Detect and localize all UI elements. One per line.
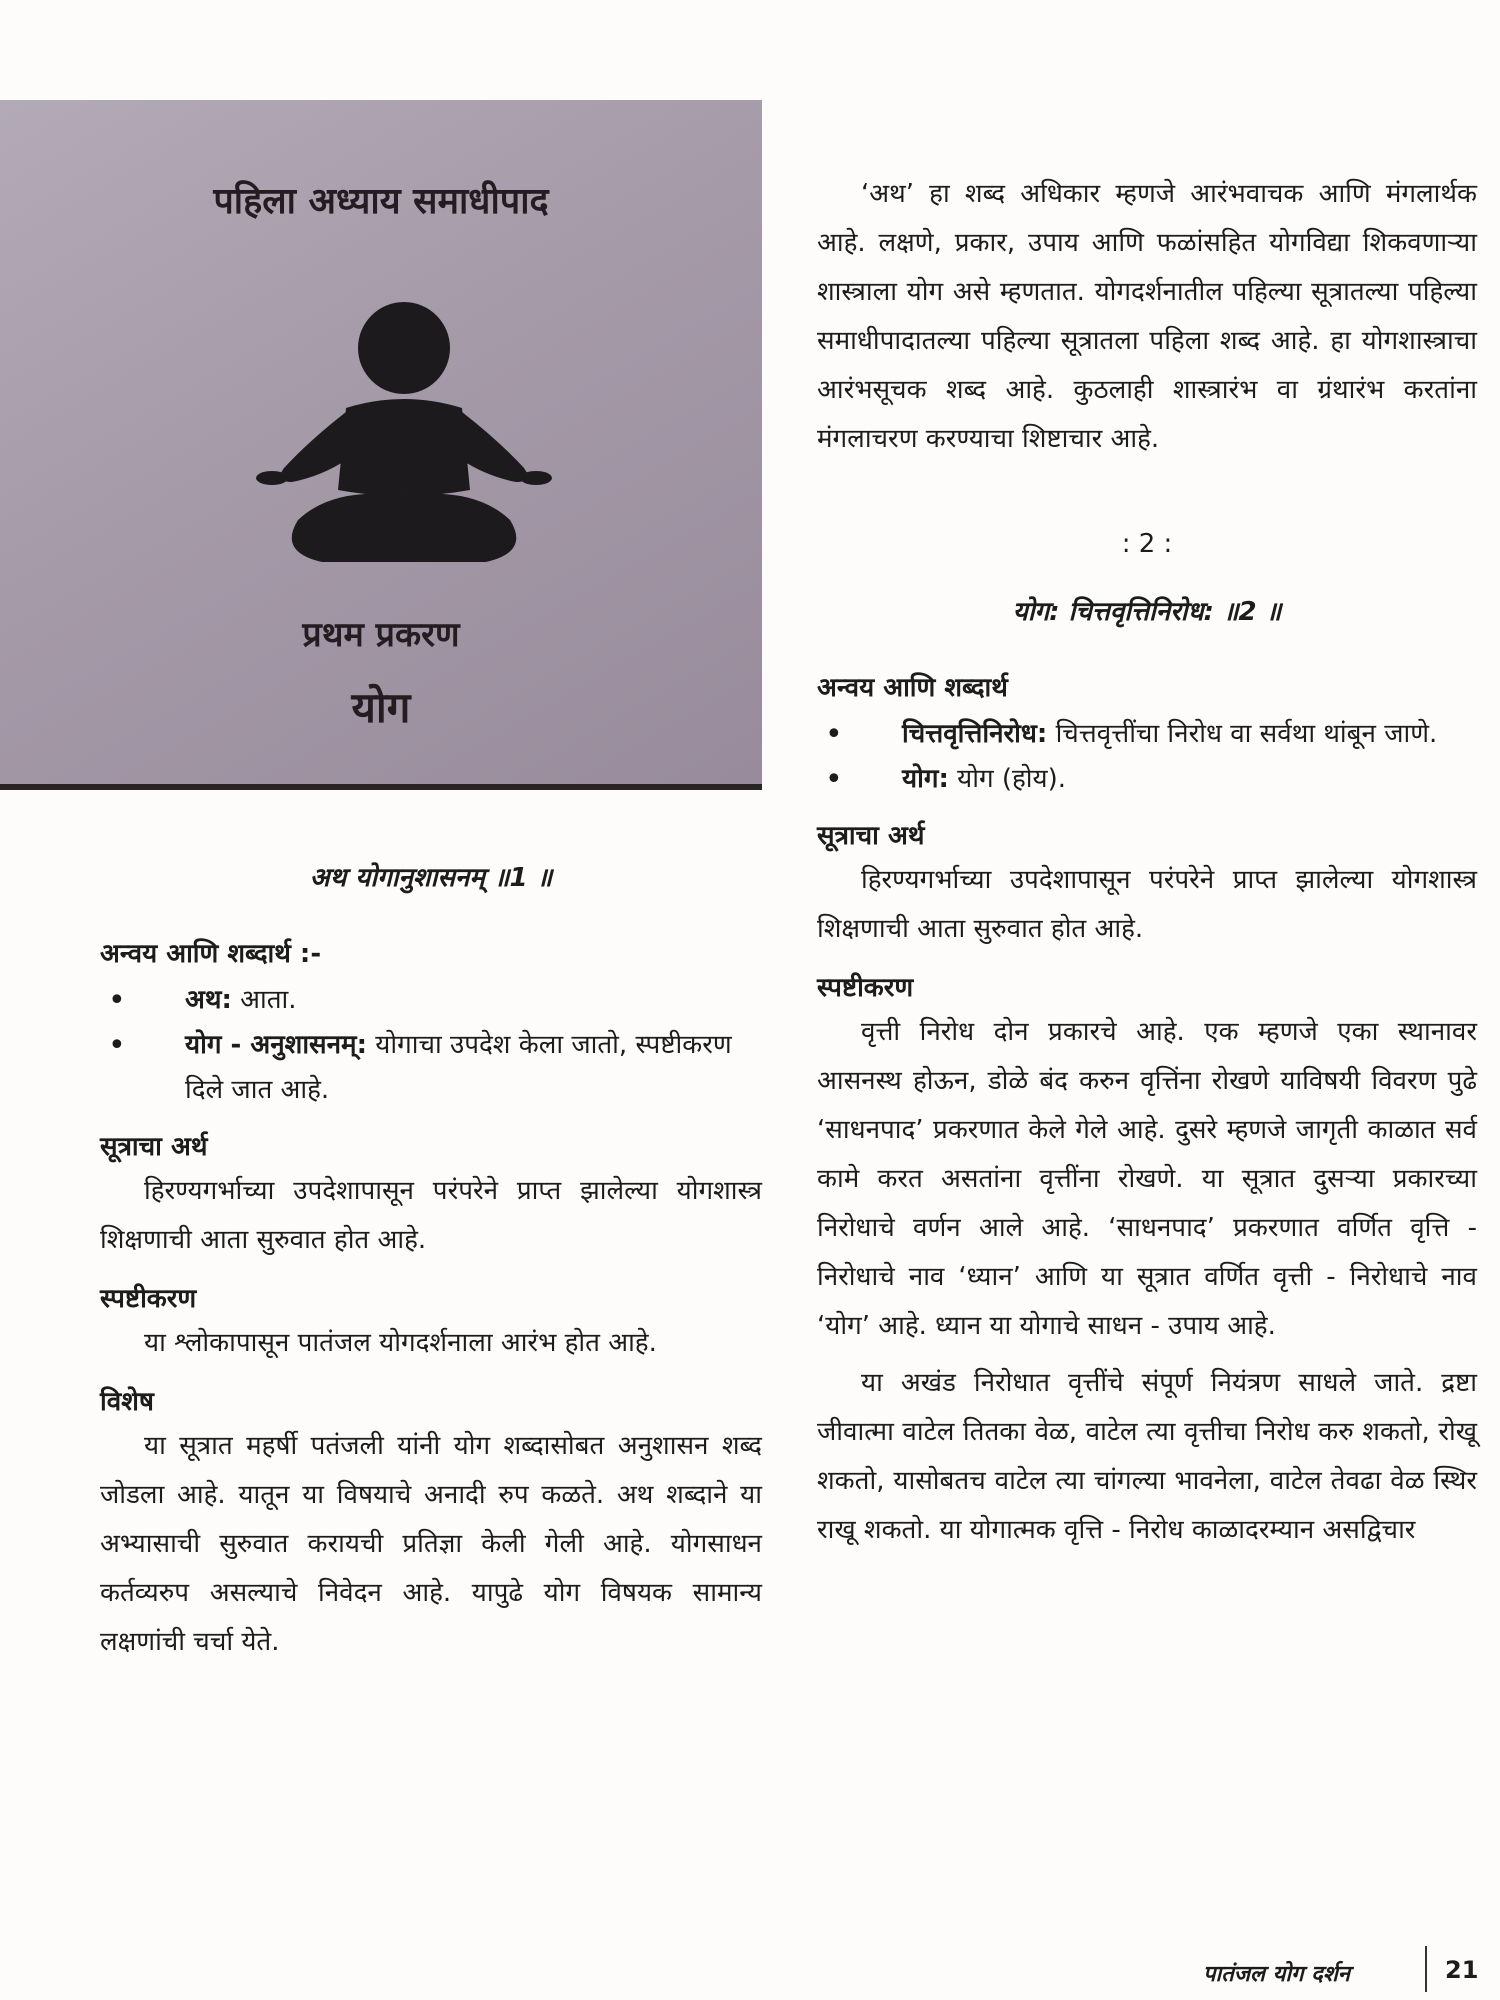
list-item: • योग - अनुशासनम्: योगाचा उपदेश केला जातो, स्पष्टीकरण दिले जात आहे.: [108, 1028, 732, 1105]
explanation-heading: स्पष्टीकरण: [100, 1284, 197, 1314]
footer-divider: [1425, 1946, 1427, 1992]
explanation-para-2: या अखंड निरोधात वृत्तींचे संपूर्ण नियंत्रण साधले जाते. द्रष्टा जीवात्मा वाटेल तितका वेळ, वाटेल त्या वृत्तीचा निरोध करु शकतो, रोखू शकतो, यासोबतच वाटेल त्या चांगल्या भावनेला, वाटेल तेवढा वेळ स्थिर राखू शकतो. या योगात्मक वृत्ति - निरोध काळादरम्यान असद्विचार: [817, 1368, 1477, 1545]
sutra-meaning-text: हिरण्यगर्भाच्या उपदेशापासून परंपरेने प्राप्त झालेल्या योगशास्त्र शिक्षणाची आता सुरुवात होत आहे.: [100, 1176, 762, 1255]
list-item: • अथ: आता.: [108, 983, 297, 1018]
sutra-meaning-heading-2: सूत्राचा अर्थ: [817, 821, 925, 851]
right-column: [817, 170, 1477, 1555]
running-footer-title: पातंजल योग दर्शन: [1203, 1962, 1350, 1987]
explanation-text: या श्लोकापासून पातंजल योगदर्शनाला आरंभ होत आहे.: [144, 1328, 657, 1358]
chapter-banner: [0, 100, 762, 790]
page-number: 21: [1445, 1956, 1479, 1984]
meditation-figure-icon: [234, 290, 574, 590]
chapter-title: पहिला अध्याय समाधीपाद: [213, 181, 549, 222]
anvaya-heading-2: अन्वय आणि शब्दार्थ: [817, 673, 1008, 703]
anvaya-heading: अन्वय आणि शब्दार्थ :-: [100, 939, 322, 969]
sutra-meaning-text-2: हिरण्यगर्भाच्या उपदेशापासून परंपरेने प्राप्त झालेल्या योगशास्त्र शिक्षणाची आता सुरुवात होत आहे.: [817, 865, 1477, 944]
intro-text: ‘अथ’ हा शब्द अधिकार म्हणजे आरंभवाचक आणि मंगलार्थक आहे. लक्षणे, प्रकार, उपाय आणि फळांसहित योगविद्या शिकवणाऱ्या शास्त्राला योग असे म्हणतात. योगदर्शनातील पहिल्या सूत्रातल्या पहिल्या समाधीपादातल्या पहिल्या सूत्रातला पहिला शब्द आहे. हा योगशास्त्राचा आरंभसूचक शब्द आहे. कुठलाही शास्त्रारंभ वा ग्रंथारंभ करतांना मंगलाचरण करण्याचा शिष्टाचार आहे.: [817, 179, 1477, 454]
sutra-1: अथ योगानुशासनम् ॥1 ॥: [309, 863, 553, 893]
sutra-meaning-heading: सूत्राचा अर्थ: [100, 1132, 208, 1162]
sutra-2: योग: चित्तवृत्तिनिरोध: ॥2 ॥: [1012, 597, 1282, 627]
list-item: • चित्तवृत्तिनिरोध: चित्तवृत्तींचा निरोध वा सर्वथा थांबून जाणे.: [825, 717, 1438, 752]
special-heading: विशेष: [100, 1387, 154, 1417]
explanation-heading-2: स्पष्टीकरण: [817, 973, 914, 1003]
word-meaning-list-2: [817, 712, 1477, 802]
special-text: या सूत्रात महर्षी पतंजली यांनी योग शब्दासोबत अनुशासन शब्द जोडला आहे. यातून या विषयाचे अनादी रुप कळते. अथ शब्दाने या अभ्यासाची सुरुवात करायची प्रतिज्ञा केली गेली आहे. योगसाधन कर्तव्यरुप असल्याचे निवेदन आहे. यापुढे योग विषयक सामान्य लक्षणांची चर्चा येते.: [100, 1431, 762, 1657]
sutra-number: : 2 :: [1121, 529, 1173, 559]
left-column: [100, 780, 762, 1667]
explanation-para-1: वृत्ती निरोध दोन प्रकारचे आहे. एक म्हणजे एका स्थानावर आसनस्थ होऊन, डोळे बंद करुन वृत्तिंना रोखणे याविषयी विवरण पुढे ‘साधनपाद’ प्रकरणात केले गेले आहे. दुसरे म्हणजे जागृती काळात सर्व कामे करत असतांना वृत्तींना रोखणे. या सूत्रात दुसऱ्या प्रकारच्या निरोधाचे वर्णन आले आहे. ‘साधनपाद’ प्रकरणात वर्णित वृत्ति - निरोधाचे नाव ‘ध्यान’ आणि या सूत्रात वर्णित वृत्ती - निरोधाचे नाव ‘योग’ आहे. ध्यान या योगाचे साधन - उपाय आहे.: [817, 1017, 1477, 1341]
topic-title: योग: [351, 683, 411, 732]
section-title: प्रथम प्रकरण: [302, 615, 460, 655]
list-item: • योग: योग (होय).: [825, 762, 1067, 797]
word-meaning-list: [100, 978, 762, 1113]
